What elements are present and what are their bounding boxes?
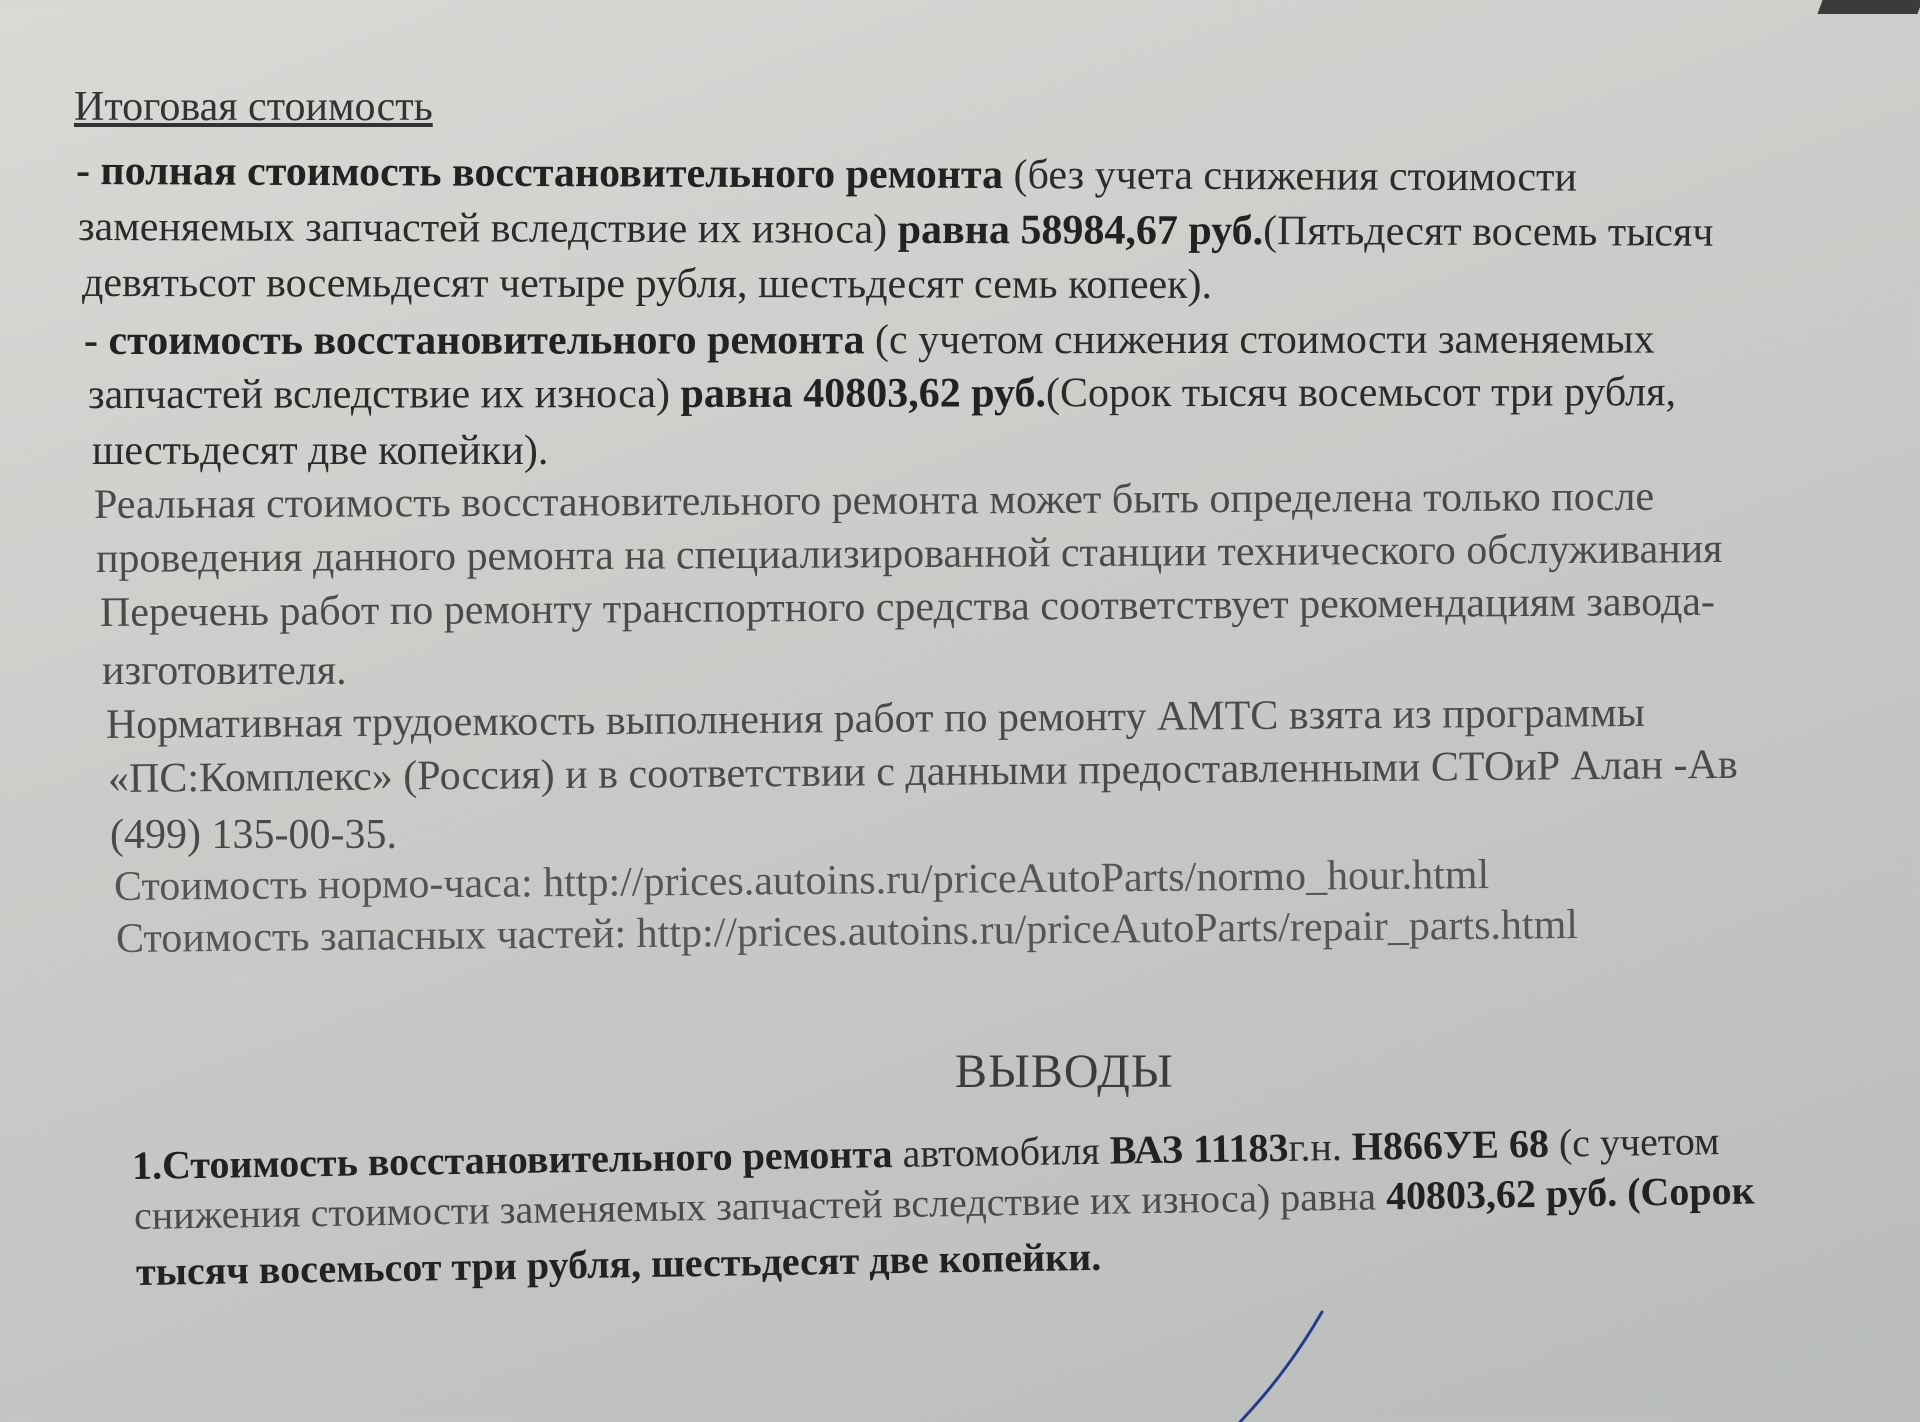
works-list-line-1: Перечень работ по ремонту транспортного средства соответствует рекомендациям завода-	[99, 578, 1716, 636]
labor-line-3: (499) 135-00-35.	[110, 812, 397, 858]
conclusion-car-model: ВАЗ 11183	[1109, 1124, 1289, 1173]
labor-line-1: Нормативная трудоемкость выполнения работ по ремонту АМТС взята из программы	[105, 689, 1646, 748]
real-cost-line-1: Реальная стоимость восстановительного ремонта может быть определена только после	[93, 473, 1655, 528]
conclusions-title: ВЫВОДЫ	[955, 1045, 1174, 1098]
conclusion-reg-number: Н866УЕ 68	[1351, 1120, 1550, 1169]
conclusion-amount-words: тысяч восемьсот три рубля, шестьдесят две копейки.	[135, 1233, 1102, 1294]
labor-line-2: «ПС:Комплекс» (Россия) и в соответствии с данными предоставленными СТОиР Алан -Ав	[107, 741, 1738, 802]
worn-cost-amount: равна 40803,62 руб.	[680, 370, 1047, 417]
conclusion-line1-rest: (с учетом	[1548, 1118, 1720, 1166]
normo-hour-label: Стоимость нормо-часа:	[113, 860, 544, 910]
conclusion-amount: 40803,62 руб. (Сорок	[1385, 1167, 1755, 1219]
normo-hour-line	[114, 854, 1490, 908]
worn-cost-line1-rest: (с учетом снижения стоимости заменяемых	[864, 316, 1655, 364]
worn-cost-line2-start: запчастей вследствие их износа)	[87, 370, 681, 418]
conclusion-mid: автомобиля	[892, 1127, 1111, 1177]
conclusion-line2-start: снижения стоимости заменяемых запчастей вследствие их износа) равна	[133, 1173, 1387, 1238]
works-list-line-2: изготовителя.	[102, 648, 347, 694]
worn-cost-line-2	[88, 371, 1676, 416]
full-cost-line-2	[78, 206, 1714, 254]
worn-cost-line-3: шестьдесят две копейки).	[92, 428, 549, 474]
normo-hour-url: http://prices.autoins.ru/priceAutoParts/normo_hour.html	[542, 852, 1490, 907]
full-cost-line-3: девятьсот восемьдесят четыре рубля, шестьдесят семь копеек).	[81, 260, 1213, 308]
full-cost-line1-rest: (без учета снижения стоимости	[1003, 152, 1578, 201]
repair-parts-url: http://prices.autoins.ru/priceAutoParts/repair_parts.html	[636, 901, 1579, 958]
section-heading: Итоговая стоимость	[74, 84, 433, 130]
full-cost-line-1	[76, 150, 1577, 199]
repair-parts-label: Стоимость запасных частей:	[115, 911, 637, 962]
worn-cost-bold-lead: - стоимость восстановительного ремонта	[83, 317, 865, 364]
worn-cost-line2-rest: (Сорок тысяч восемьсот три рубля,	[1045, 369, 1676, 417]
full-cost-line2-rest: (Пятьдесят восемь тысяч	[1263, 208, 1714, 256]
full-cost-bold-lead: - полная стоимость восстановительного ремонта	[75, 148, 1004, 199]
conclusion-1-line-3	[135, 1233, 1102, 1294]
real-cost-line-2: проведения данного ремонта на специализированной станции технического обслуживания	[95, 526, 1723, 582]
conclusion-reg-prefix: г.н.	[1288, 1123, 1353, 1170]
repair-parts-line	[115, 901, 1579, 962]
worn-cost-line-1	[83, 316, 1655, 364]
full-cost-line2-start: заменяемых запчастей вследствие их износа)	[77, 204, 898, 253]
conclusion-bold-lead: 1.Стоимость восстановительного ремонта	[131, 1131, 893, 1188]
full-cost-amount: равна 58984,67 руб.	[897, 206, 1264, 255]
